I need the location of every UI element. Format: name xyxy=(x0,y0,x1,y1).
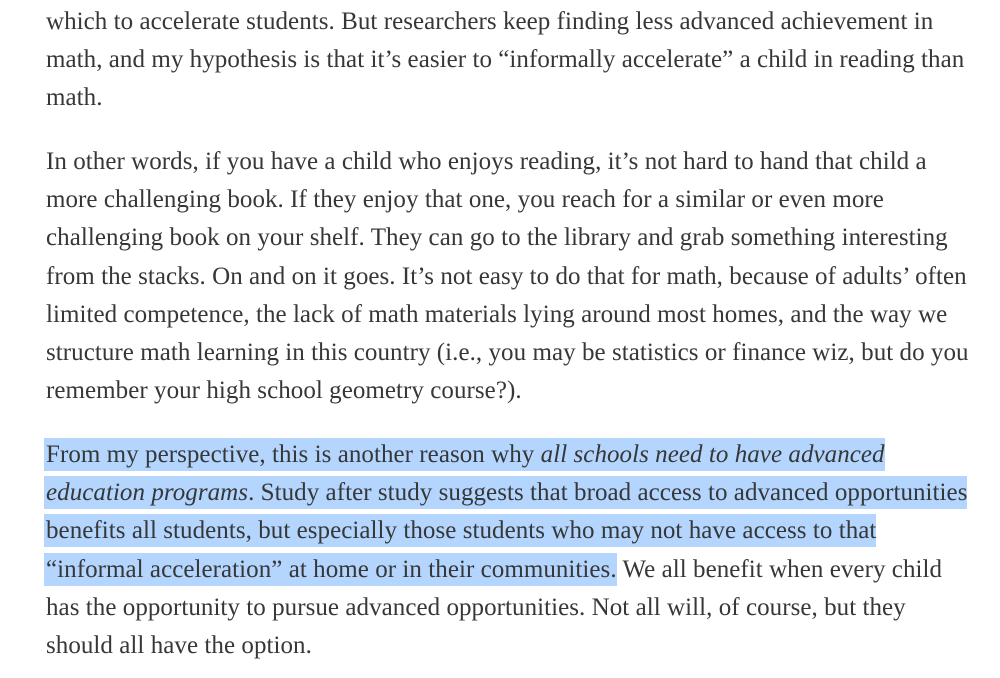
paragraph-acceleration-math: which to accelerate students. But researchers keep finding less advanced achievement in math, and my hypothesis is that it’s easier to “informally accelerate” a child in reading than math. xyxy=(46,8,965,112)
highlight-lead-text: From my perspective, this is another reason why xyxy=(46,441,541,468)
trailing-text: We all benefit when every child has the opportunity to pursue advanced opportunities. Not all will, of course, but they should all have the option. xyxy=(46,555,943,660)
paragraph-reading-vs-math: In other words, if you have a child who enjoys reading, it’s not hard to hand that child a more challenging book. If they enjoy that one, you reach for a similar or even more challenging book on your shelf. They can go to the library and grab something interesting from the stacks. On and on it goes. It’s not easy to do that for math, because of adults’ often limited competence, the lack of math materials lying around most homes, and the way we structure math learning in this country (i.e., you may be statistics or finance wiz, but do you remember your high school geometry course?). xyxy=(46,148,969,405)
paragraph-advanced-programs xyxy=(46,436,976,665)
highlight-rest-text: . Study after study suggests that broad access to advanced opportunities benefits all students, but especially those students who may not have access to that “informal acceleration” at home or in their communities. xyxy=(46,479,968,583)
emphasis-advanced-programs: all schools need to have advanced education programs xyxy=(46,441,885,507)
